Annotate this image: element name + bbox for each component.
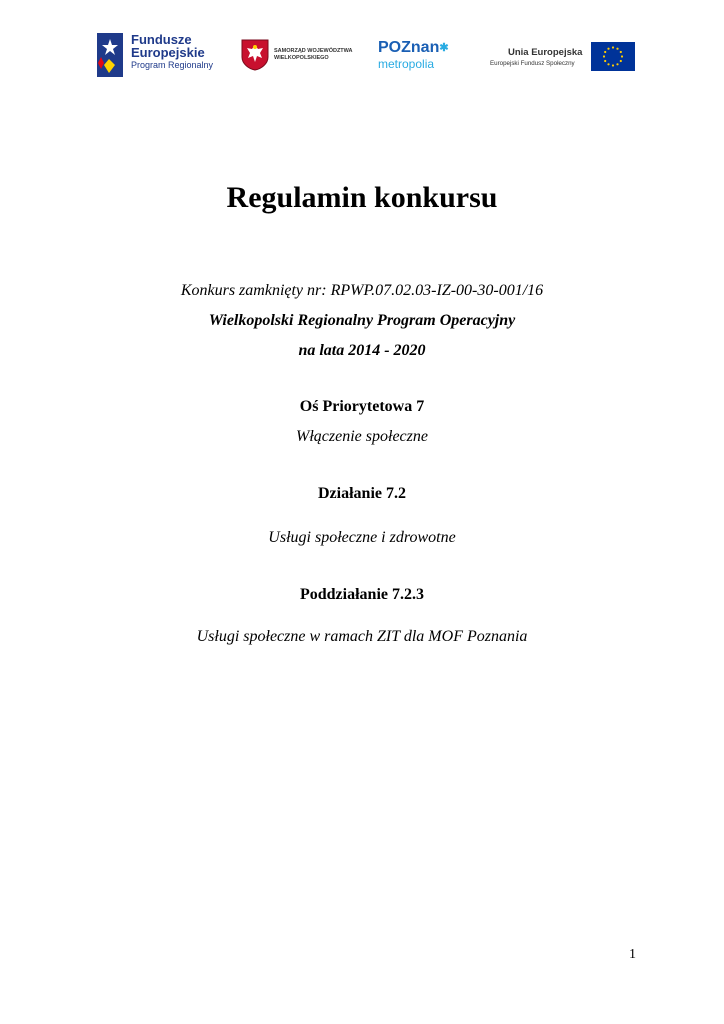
samorzad-line2: WIELKOPOLSKIEGO xyxy=(274,55,329,61)
competition-number: Konkurs zamknięty nr: RPWP.07.02.03-IZ-00-30-001/16 xyxy=(180,282,544,299)
fundusze-europejskie-logo xyxy=(97,30,217,80)
poznan-line2: metropolia xyxy=(378,57,435,71)
program-name: Wielkopolski Regionalny Program Operacyjny xyxy=(208,312,516,329)
program-period: na lata 2014 - 2020 xyxy=(298,342,426,359)
subaction-name: Usługi społeczne w ramach ZIT dla MOF Poznania xyxy=(196,628,528,645)
action-name: Usługi społeczne i zdrowotne xyxy=(268,529,456,546)
document-title: Regulamin konkursu xyxy=(226,181,498,214)
unia-europejska-logo xyxy=(487,30,637,80)
poznan-metropolia-logo xyxy=(378,30,458,80)
poznan-line1: POZnan xyxy=(378,39,440,56)
subaction-label: Poddziałanie 7.2.3 xyxy=(299,586,424,603)
fundusze-europejskie-mark-icon xyxy=(97,33,123,77)
fundusze-line1: Fundusze xyxy=(131,32,192,47)
samorzad-line1: SAMORZĄD WOJEWÓDZTWA xyxy=(274,48,353,54)
axis-label: Oś Priorytetowa 7 xyxy=(299,398,425,415)
eu-flag-icon xyxy=(591,42,635,71)
ue-line1: Unia Europejska xyxy=(508,47,583,58)
fundusze-line2: Europejskie xyxy=(131,45,205,60)
star-icon: ✱ xyxy=(439,42,449,54)
samorzad-logo xyxy=(241,30,361,80)
axis-name: Włączenie społeczne xyxy=(296,428,428,445)
action-label: Działanie 7.2 xyxy=(318,485,406,502)
ue-line2: Europejski Fundusz Społeczny xyxy=(490,60,575,67)
page-number: 1 xyxy=(629,947,636,962)
eagle-crest-icon xyxy=(241,39,269,71)
fundusze-line3: Program Regionalny xyxy=(131,60,214,70)
logo-bar xyxy=(0,30,724,80)
